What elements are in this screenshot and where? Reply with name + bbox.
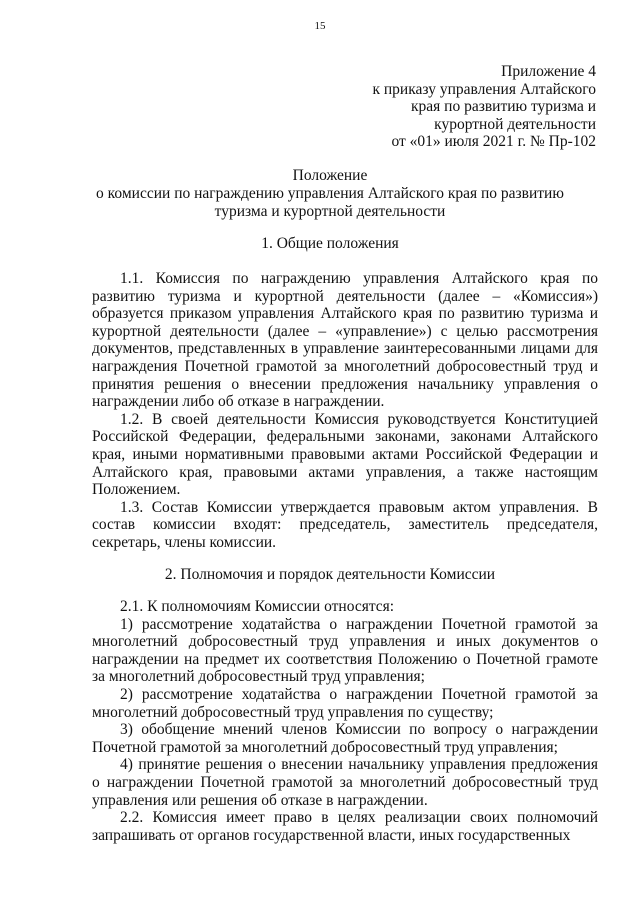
list-item-4: 4) принятие решения о внесении начальнику управления предложения о награждении Почетной грамотой за многолетний добросовестный труд управления или решения об отказе в награждении. bbox=[92, 756, 598, 809]
list-item-1: 1) рассмотрение ходатайства о награждении Почетной грамотой за многолетний добросовестный труд управления и иных документов о награждении на предмет их соответствия Положению о Почетной грамоте за многолетний добросовестный труд управления; bbox=[92, 615, 598, 686]
document-title bbox=[60, 167, 600, 220]
page-number: 15 bbox=[314, 20, 326, 32]
appendix-line: к приказу управления Алтайского bbox=[372, 80, 596, 98]
paragraph-1-1: 1.1. Комиссия по награждению управления Алтайского края по развитию туризма и курортной деятельности (далее – «Комиссия») образуется приказом управления Алтайского края по развитию туризма и курортной деятельности (далее – «управление») с целью рассмотрения документов, представленных в управление заинтересованными лицами для награждения Почетной грамотой за многолетний добросовестный труд и принятия решения о внесении предложения начальнику управления о награждении либо об отказе в награждении. bbox=[92, 270, 598, 411]
title-line: Положение bbox=[292, 167, 368, 184]
paragraph-1-3: 1.3. Состав Комиссии утверждается правовым актом управления. В состав комиссии входят: председатель, заместитель председателя, секретарь, члены комиссии. bbox=[92, 498, 598, 551]
appendix-line: края по развитию туризма и bbox=[411, 98, 596, 116]
list-item-3: 3) обобщение мнений членов Комиссии по вопросу о награждении Почетной грамотой за многолетний добросовестный труд управления; bbox=[92, 721, 598, 756]
paragraph-1-2: 1.2. В своей деятельности Комиссия руководствуется Конституцией Российской Федерации, федеральными законами, законами Алтайского края, иными нормативными правовыми актами Российской Федерации и Алтайского края, правовыми актами управления, а также настоящим Положением. bbox=[92, 410, 598, 499]
list-item-2: 2) рассмотрение ходатайства о награждении Почетной грамотой за многолетний добросовестный труд управления по существу; bbox=[92, 685, 598, 721]
section-2-body bbox=[92, 598, 598, 844]
section-1-heading: 1. Общие положения bbox=[261, 235, 399, 252]
section-1-body bbox=[92, 270, 598, 552]
appendix-line: курортной деятельности bbox=[434, 115, 596, 133]
appendix-line: от «01» июля 2021 г. № Пр-102 bbox=[391, 133, 596, 151]
appendix-line: Приложение 4 bbox=[501, 63, 596, 80]
paragraph-2-1: 2.1. К полномочиям Комиссии относятся: bbox=[120, 598, 395, 615]
paragraph-2-2: 2.2. Комиссия имеет право в целях реализации своих полномочий запрашивать от органов государственной власти, иных государственных bbox=[92, 809, 598, 844]
title-line: туризма и курортной деятельности bbox=[214, 202, 446, 220]
title-line: о комиссии по награждению управления Алтайского края по развитию bbox=[96, 184, 564, 202]
appendix-header bbox=[316, 63, 596, 151]
section-2-heading: 2. Полномочия и порядок деятельности Комиссии bbox=[164, 566, 496, 583]
